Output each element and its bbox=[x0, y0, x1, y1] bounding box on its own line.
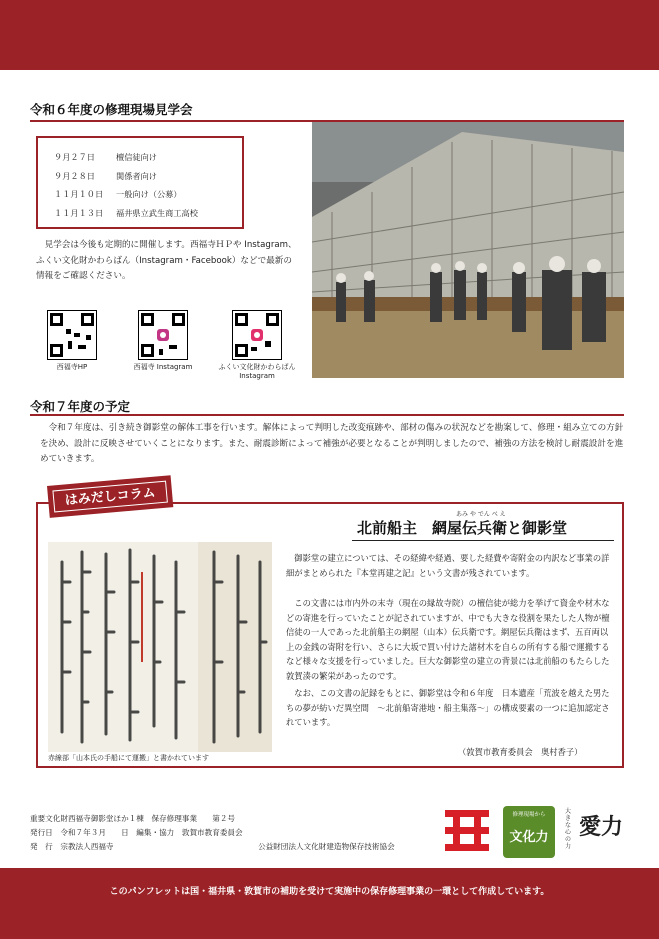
credits-line: 公益財団法人文化財建造物保存技術協会 bbox=[258, 842, 395, 851]
schedule-row: １１月１０日 一般向け（公募） bbox=[54, 189, 182, 199]
credits-line: 発 行 宗教法人西福寺 bbox=[30, 842, 114, 851]
plan-paragraph: 令和７年度は、引き続き御影堂の解体工事を行います。解体によって判明した改変痕跡や、部材の傷みの状況などを勘案して、修理・組み立ての方針を決め、設計に反映させていくことになります。また、耐震診断によって補強が必要となることが判明しましたので、補強の方法を検討し耐震設計を進めていきます。 bbox=[40, 423, 624, 465]
temple-crest-logo bbox=[441, 806, 493, 856]
qr-code-icon bbox=[232, 310, 282, 360]
bottom-banner bbox=[0, 868, 659, 939]
section-title-tour: 令和６年度の修理現場見学会 bbox=[30, 102, 193, 117]
image-caption: 赤線部「山本氏の手船にて運搬」と書かれています bbox=[48, 754, 209, 762]
schedule-row: ９月２８日 関係者向け bbox=[54, 170, 157, 181]
qr-instagram[interactable] bbox=[118, 310, 208, 372]
column-title-ruby: あみ や でん べ え bbox=[456, 511, 506, 518]
column-tag-label: はみだしコラム bbox=[52, 481, 167, 513]
qr-label: 西福寺 Instagram bbox=[133, 363, 193, 371]
qr-kawaraban[interactable] bbox=[212, 310, 302, 381]
column-title: 北前船主 網屋伝兵衛と御影堂 bbox=[357, 519, 568, 537]
qr-label: 西福寺HP bbox=[56, 363, 88, 371]
schedule-row: ９月２７日 檀信徒向け bbox=[54, 152, 157, 162]
aishiryoku-logo: 大きな心の力 愛力 bbox=[565, 808, 624, 850]
footer-note: このパンフレットは国・福井県・敦賀市の補助を受けて実施中の保存修理事業の一環として作成しています。 bbox=[109, 887, 550, 897]
column-paragraph: なお、この文書の記録をもとに、御影堂は令和６年度 日本遺産「荒波を越えた男たちの夢が紡いだ異空間 ～北前船寄港地・船主集落～」の構成要素の一つに追加認定されています。 bbox=[286, 688, 610, 728]
credits-line: 重要文化財西福寺御影堂ほか１棟 保存修理事業 第２号 bbox=[30, 814, 236, 823]
column-paragraph: この文書には市内外の末寺（現在の縁故寺院）の檀信徒が総力を挙げて資金や材木などの寄進を行っていたことが記されていますが、中でも大きな役割を果たした人物が檀信徒の一人であった北前船主の網屋（山本）伝兵衛です。網屋伝兵衛はまず、五百両以上の金銭の寄附を行い、さらに大坂で買い付けた諸材木を自らの所有する船で運搬するなど様々な支援を行っていました。巨大な御影堂の建立の背景には北前船のもたらした敦賀湊の繁栄があったのです。 bbox=[286, 598, 610, 681]
qr-code-icon bbox=[47, 310, 97, 360]
tour-paragraph: 見学会は今後も定期的に開催します。西福寺ＨＰや Instagram、ふくい文化財かわらばん（Instagram・Facebook）などで最新の情報をご確認ください。 bbox=[36, 240, 297, 282]
schedule-row: １１月１３日 福井県立武生商工高校 bbox=[54, 207, 198, 218]
credits bbox=[30, 812, 243, 854]
column-author: （敦賀市教育委員会 奥村香子） bbox=[458, 747, 583, 757]
top-banner bbox=[0, 0, 659, 70]
title-rule bbox=[352, 540, 614, 541]
qr-code-icon bbox=[138, 310, 188, 360]
section-title-plan: 令和７年度の予定 bbox=[30, 399, 131, 414]
document-image bbox=[48, 542, 272, 752]
section-rule bbox=[30, 414, 624, 416]
column-paragraph: 御影堂の建立については、その経緯や経過、要した経費や寄附金の内訳など事業の詳細がまとめられた『本堂再建之記』という文書が残されています。 bbox=[286, 553, 610, 578]
schedule-box bbox=[36, 136, 244, 229]
qr-hp[interactable] bbox=[27, 310, 117, 372]
credits-line: 発行日 令和７年３月 日 編集・協力 敦賀市教育委員会 bbox=[30, 828, 243, 837]
tour-photo bbox=[312, 122, 624, 378]
bunkaryoku-logo: 修理現場から 文化力 bbox=[503, 806, 555, 858]
qr-label: ふくい文化財かわらばん Instagram bbox=[218, 363, 296, 380]
